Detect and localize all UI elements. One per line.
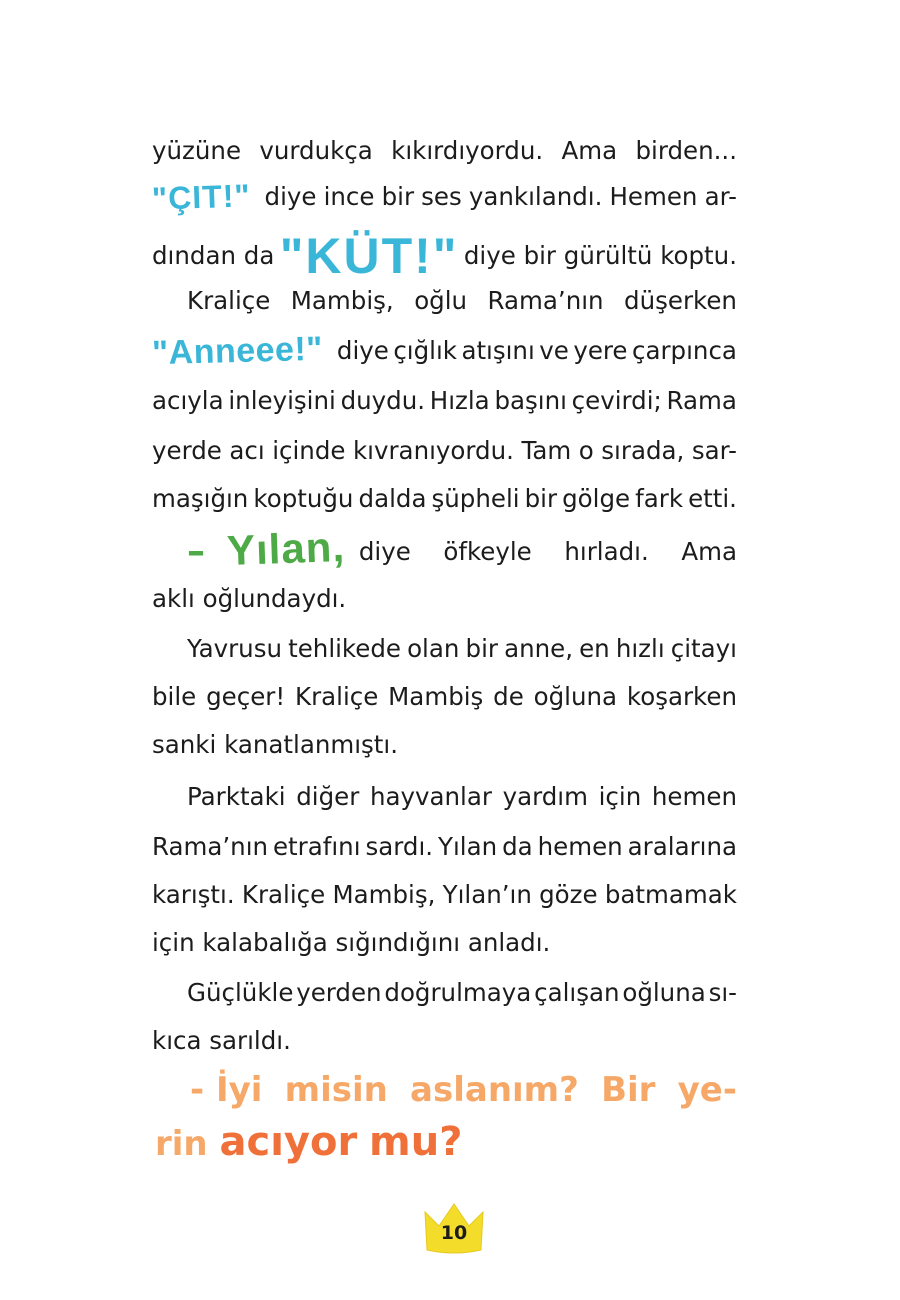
word: sar- [691, 436, 737, 465]
word: Ama [561, 136, 618, 165]
word: duydu. [340, 386, 426, 415]
text-line-5 [152, 326, 737, 376]
text-line-11 [187, 624, 737, 674]
word-group [359, 527, 737, 577]
word: yankılandı. [468, 182, 603, 211]
word: yerde [152, 436, 222, 465]
word: hızlı [615, 634, 665, 663]
word: bile [152, 682, 197, 711]
word: de [493, 682, 524, 711]
word: Yılan’ın [442, 880, 532, 909]
word: yere [573, 336, 628, 365]
word: bir [465, 634, 498, 663]
word: kıkırdıyordu. [391, 136, 544, 165]
word: hayvanlar [369, 782, 492, 811]
word: diye [264, 182, 317, 211]
dialogue-line-1 [190, 1062, 737, 1118]
line-3-prefix: dından da [152, 241, 275, 270]
page-number: 10 [440, 1222, 468, 1244]
dialogue-dash: – [187, 531, 205, 572]
text-line-18 [187, 968, 737, 1018]
word: anne, [504, 634, 573, 663]
text-line-9 [187, 524, 737, 580]
word: Ama [681, 537, 737, 566]
word: düşerken [624, 286, 737, 315]
word: Rama’nın [487, 286, 604, 315]
word: Hemen [609, 182, 698, 211]
word: Bir [601, 1070, 656, 1110]
word: etrafını [272, 832, 361, 861]
text-line-15 [152, 822, 737, 872]
word: - İyi [190, 1070, 263, 1110]
word: kıvranıyordu. [352, 436, 514, 465]
word: yerden [296, 978, 382, 1007]
word: koptuğu [253, 484, 354, 513]
text-line-7 [152, 426, 737, 476]
word: diye [336, 336, 389, 365]
word: Mambiş, [332, 880, 436, 909]
word: acıyla [152, 386, 224, 415]
word: Kraliçe [187, 286, 271, 315]
word: Tam [521, 436, 572, 465]
word: çevirdi; [571, 386, 662, 415]
word: misin [284, 1070, 388, 1110]
word: aslanım? [410, 1070, 579, 1110]
word: tehlikede [288, 634, 401, 663]
word: doğrulmaya [384, 978, 532, 1007]
word: sırada, [601, 436, 685, 465]
dialogue-rin: rin [155, 1124, 208, 1164]
word: ince [323, 182, 375, 211]
dialogue-mu: mu? [369, 1119, 463, 1165]
word: inleyişini [228, 386, 336, 415]
text-line-1 [152, 126, 737, 176]
word: Parktaki [187, 782, 286, 811]
word-group [337, 326, 737, 376]
text-line-13: sanki kanatlanmıştı. [152, 730, 398, 759]
text-line-14 [187, 772, 737, 822]
word: Kraliçe [295, 682, 379, 711]
word: çarpınca [632, 336, 737, 365]
text-line-10: aklı oğlundaydı. [152, 584, 347, 613]
word: için [598, 782, 642, 811]
word: yardım [502, 782, 588, 811]
word: Mambiş, [290, 286, 394, 315]
snake-word: Yılan, [225, 522, 346, 575]
word: göze [539, 880, 598, 909]
word: aralarına [627, 832, 737, 861]
word: Kraliçe [241, 880, 326, 909]
word-group [265, 172, 737, 222]
word: ar- [704, 182, 737, 211]
word: oğluna [622, 978, 706, 1007]
word: o [578, 436, 594, 465]
word: Mambiş [388, 682, 484, 711]
word: şüpheli [431, 484, 520, 513]
word: diye [358, 537, 411, 566]
word: çalışan [534, 978, 620, 1007]
word: başını [494, 386, 567, 415]
word: içinde [272, 436, 346, 465]
word: batmamak [604, 880, 737, 909]
sound-effect-anneee: "Anneee!" [151, 329, 324, 373]
word: vurdukça [259, 136, 373, 165]
word: sardı. [365, 832, 434, 861]
word: Rama [666, 386, 737, 415]
word: birden... [635, 136, 737, 165]
text-line-16 [152, 870, 737, 920]
line-3-suffix: diye bir gürültü koptu. [463, 241, 737, 270]
word: ye- [677, 1070, 737, 1110]
word: maşığın [152, 484, 249, 513]
sound-effect-kut: "KÜT!" [279, 228, 459, 284]
page-number-crown [421, 1200, 487, 1256]
word: yüzüne [152, 136, 242, 165]
word: çığlık [393, 336, 457, 365]
text-line-6 [152, 376, 737, 426]
word: çitayı [670, 634, 737, 663]
word: öfkeyle [443, 537, 532, 566]
word: ses [421, 182, 462, 211]
word: oğlu [414, 286, 468, 315]
word: bir [524, 484, 558, 513]
text-line-17: için kalabalığa sığındığını anladı. [152, 928, 551, 957]
word: koşarken [626, 682, 737, 711]
text-line-12 [152, 672, 737, 722]
word: gölge [562, 484, 631, 513]
word: hırladı. [564, 537, 649, 566]
word: Hızla [429, 386, 490, 415]
word: hemen [537, 832, 623, 861]
sound-effect-cit: "ÇIT!" [151, 177, 252, 217]
word: fark [635, 484, 684, 513]
word: oğluna [533, 682, 618, 711]
word: geçer! [206, 682, 286, 711]
word: dalda [358, 484, 427, 513]
word: sı- [708, 978, 737, 1007]
text-line-4 [187, 276, 737, 326]
word: hemen [651, 782, 737, 811]
word: Güçlükle [187, 978, 294, 1007]
word: ve [539, 336, 569, 365]
word: Yılan [438, 832, 498, 861]
word: etti. [688, 484, 737, 513]
text-line-2 [152, 172, 737, 222]
text-line-19: kıca sarıldı. [152, 1026, 291, 1055]
text-line-8 [152, 474, 737, 524]
word: atışını [461, 336, 535, 365]
word: karıştı. [152, 880, 235, 909]
word: olan [407, 634, 460, 663]
word: Rama’nın [152, 832, 269, 861]
word: da [502, 832, 533, 861]
dialogue-acıyor: acıyor [219, 1119, 358, 1165]
word: bir [381, 182, 415, 211]
word: Yavrusu [187, 634, 282, 663]
word: diğer [296, 782, 360, 811]
dialogue-line-2 [155, 1114, 737, 1170]
word: en [579, 634, 610, 663]
word: acı [229, 436, 265, 465]
